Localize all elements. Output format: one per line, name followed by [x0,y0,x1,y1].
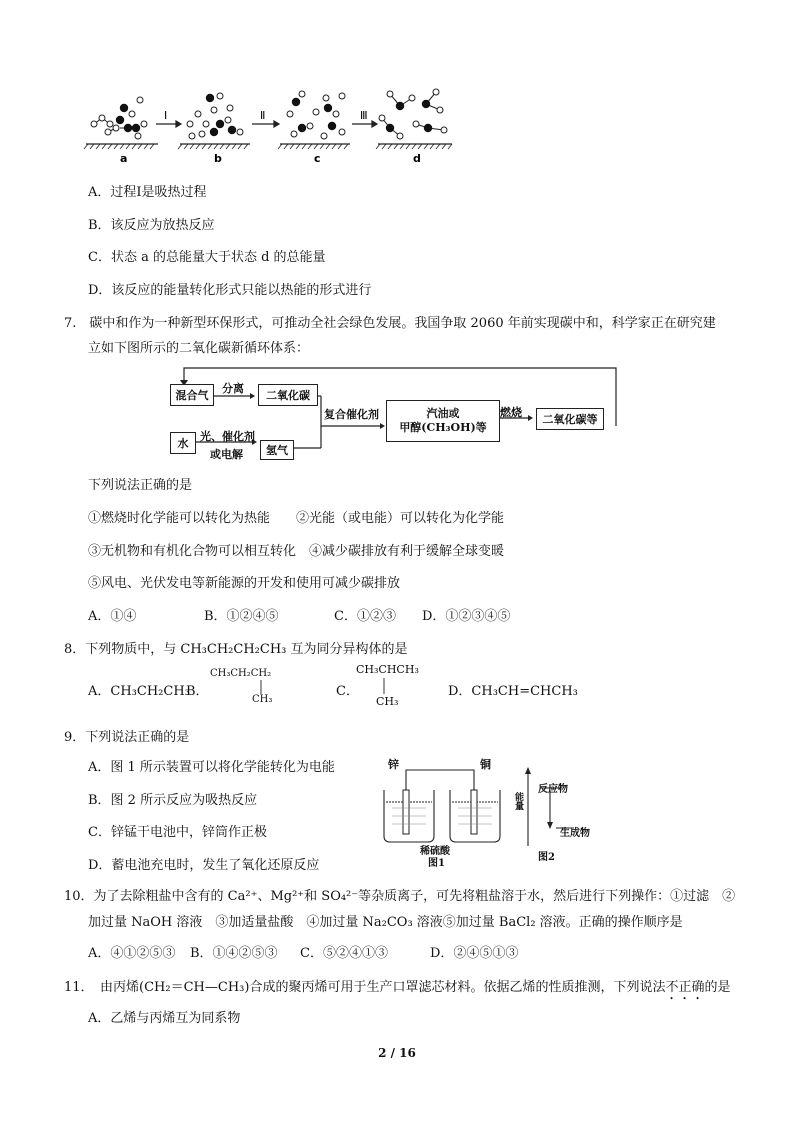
q7-option-a: A．①④ [88,609,137,624]
q8-option-c-label: C． [336,684,359,699]
q10-line1: 10．为了去除粗盐中含有的 Ca²⁺、Mg²⁺和 SO₄²⁻等杂质离子，可先将粗盐溶于水，然后进行下列操作：①过滤 ② [64,889,736,904]
q6-option-d: D．该反应的能量转化形式只能以热能的形式进行 [88,283,372,298]
fig2-caption: 图2 [538,852,555,863]
q7-option-c: C．①②③ [334,609,396,624]
q10-option-d: D．②④⑤①③ [430,946,519,961]
q9-figure-2 [510,766,610,866]
page-number: 2 / 16 [378,1046,416,1060]
q6-option-b: B．该反应为放热反应 [88,218,215,233]
fig2-y-axis-label: 能量 [513,792,523,810]
box-product [386,400,500,442]
q8-stem: 8．下列物质中，与 CH₃CH₂CH₂CH₃ 互为同分异构体的是 [64,642,408,657]
stage-label-b: b [214,152,222,165]
fig2-reactant-label: 反应物 [538,784,568,795]
q8-option-b-bottom: CH₃ [252,694,273,705]
q10-option-a: A．④①②⑤③ [88,946,176,961]
q11-stem-end: 的是 [704,980,731,995]
q10-line2: 加过量 NaOH 溶液 ③加适量盐酸 ④加过量 Na₂CO₃ 溶液⑤加过量 BaCl₂ 溶液。正确的操作顺序是 [88,915,683,930]
q6-option-a: A．过程Ⅰ是吸热过程 [88,185,207,200]
q9-stem: 9．下列说法正确的是 [64,730,190,745]
q8-option-b-bond [258,680,264,694]
label-light-catalyst: 光、催化剂 [200,430,255,443]
fig2-product-label: 生成物 [560,828,590,839]
q7-statement-3: ⑤风电、光伏发电等新能源的开发和使用可减少碳排放 [88,576,401,591]
stage-label-c: c [314,152,321,165]
product-line2: 甲醇(CH₃OH)等 [399,421,487,434]
q7-stem-line2: 立如下图所示的二氧化碳新循环体系： [88,341,310,356]
q10-option-b: B．①④②⑤③ [190,946,278,961]
q8-option-b-top: CH₃CH₂CH₂ [210,668,272,679]
box-co2-b: 二氧化碳等 [536,408,604,430]
q7-statement-1: ①燃烧时化学能可以转化为热能 ②光能（或电能）可以转化为化学能 [88,511,505,526]
q7-stem-line1: 7. 碳中和作为一种新型环保形式，可推动全社会绿色发展。我国争取 2060 年前实现碳中和，科学家正在研究建 [64,316,716,331]
arrow-label-3: Ⅲ [360,109,368,122]
q10-option-c: C．⑤②④①③ [300,946,388,961]
product-line1: 汽油或 [426,406,460,420]
box-water: 水 [170,432,196,454]
q9-option-c: C．锌锰干电池中，锌筒作正极 [88,825,267,840]
fig1-acid-label: 稀硫酸 [420,846,450,857]
stage-label-a: a [120,152,128,165]
fig1-copper-label: 铜 [480,758,491,771]
q9-figure-1 [378,758,508,869]
stage-label-d: d [413,152,421,165]
q8-option-b-label: B． [186,684,209,699]
label-electrolysis: 或电解 [210,448,243,461]
q8-option-c-bond [381,678,387,694]
q9-option-d: D．蓄电池充电时，发生了氧化还原反应 [88,858,320,873]
q6-reaction-diagram [80,84,460,166]
q7-statement-2: ③无机物和有机化合物可以相互转化 ④减少碳排放有利于缓解全球变暖 [88,544,505,559]
q7-option-d: D．①②③④⑤ [422,609,511,624]
q7-cycle-diagram [166,366,626,466]
q11-option-a: A．乙烯与丙烯互为同系物 [88,1011,241,1026]
box-mixed-gas: 混合气 [170,384,214,406]
q7-option-b: B．①②④⑤ [204,609,279,624]
q6-option-c: C．状态 a 的总能量大于状态 d 的总能量 [88,250,326,265]
box-hydrogen: 氢气 [260,440,294,460]
q11-stem [64,976,731,1003]
arrow-label-1: Ⅰ [164,109,168,122]
q8-option-c-top: CH₃CHCH₃ [356,663,419,676]
label-composite-catalyst: 复合催化剂 [324,408,379,421]
q11-stem-emphasis: 不正确 [665,980,705,995]
label-burn: 燃烧 [500,406,522,419]
q8-option-d: D．CH₃CH=CHCH₃ [448,684,578,699]
label-separate: 分离 [222,382,244,395]
arrow-label-2: Ⅱ [260,109,266,122]
q9-option-a: A．图 1 所示装置可以将化学能转化为电能 [88,760,335,775]
q8-option-c-bottom: CH₃ [376,695,399,708]
fig1-caption: 图1 [428,858,445,869]
q8-option-a: A．CH₃CH₂CH₃ [88,684,190,699]
q9-option-b: B．图 2 所示反应为吸热反应 [88,793,258,808]
box-co2-a: 二氧化碳 [258,384,318,406]
q11-stem-main: 11． 由丙烯(CH₂＝CH—CH₃)合成的聚丙烯可用于生产口罩滤芯材料。依据乙烯的性质推测，下列说法 [64,980,666,995]
q7-prompt: 下列说法正确的是 [88,478,193,493]
fig1-zinc-label: 锌 [388,758,399,771]
